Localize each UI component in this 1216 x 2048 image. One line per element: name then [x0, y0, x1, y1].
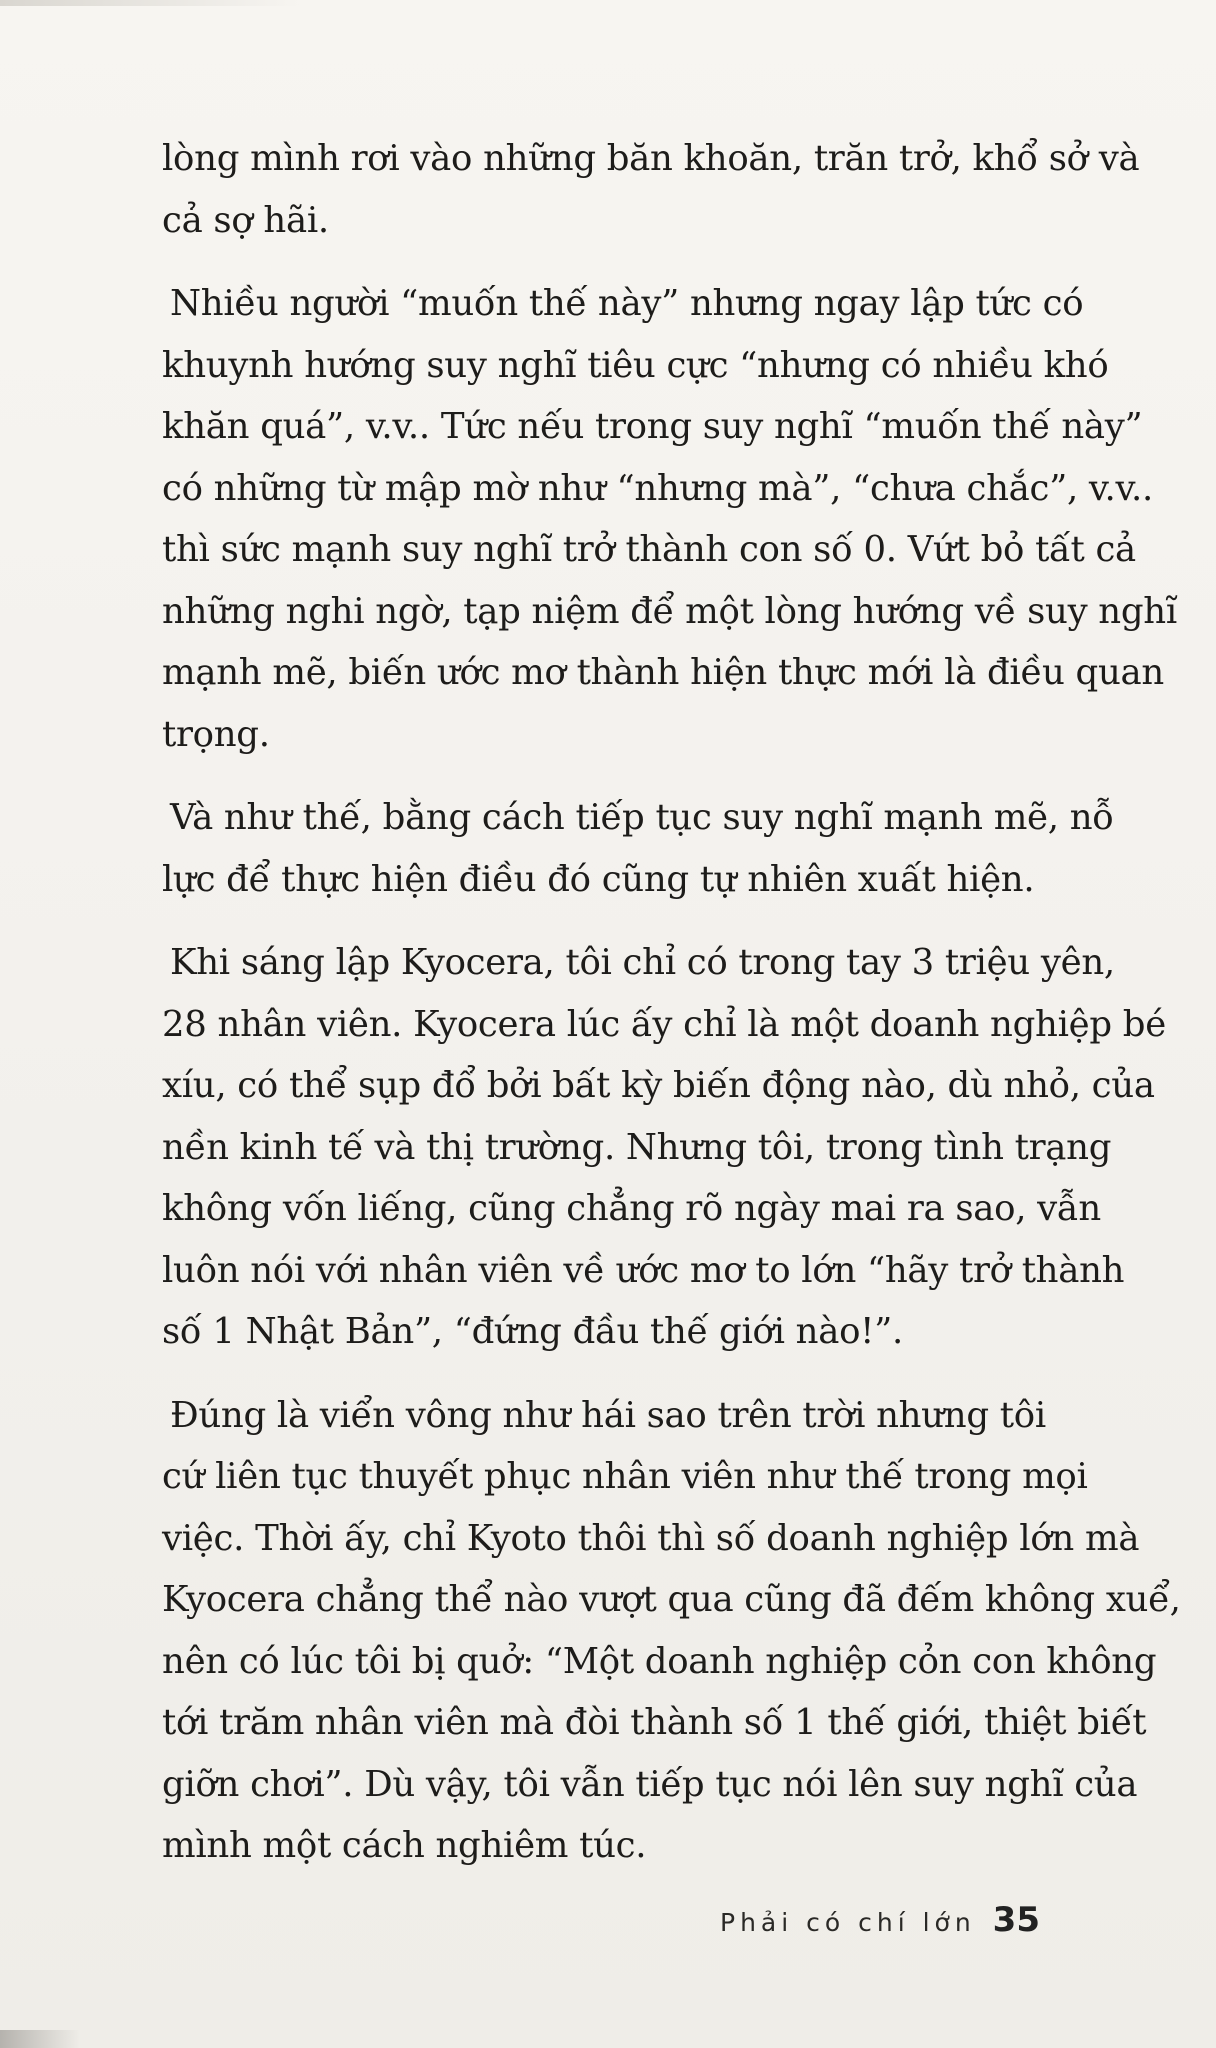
text-line: lực để thực hiện điều đó cũng tự nhiên xuất hiện.: [162, 858, 1035, 900]
running-head: Phải có chí lớn: [720, 1908, 976, 1937]
paragraph: [162, 932, 1166, 1363]
text-line: những nghi ngờ, tạp niệm để một lòng hướng về suy nghĩ: [162, 590, 1177, 632]
text-line: nên có lúc tôi bị quở: “Một doanh nghiệp cỏn con không: [162, 1640, 1157, 1682]
paragraph: [162, 128, 1140, 251]
text-line: trọng.: [162, 713, 270, 755]
text-line: thì sức mạnh suy nghĩ trở thành con số 0. Vứt bỏ tất cả: [162, 529, 1136, 570]
text-line: việc. Thời ấy, chỉ Kyoto thôi thì số doanh nghiệp lớn mà: [162, 1517, 1140, 1559]
text-line: Và như thế, bằng cách tiếp tục suy nghĩ mạnh mẽ, nỗ: [170, 797, 1114, 838]
paragraph: [162, 273, 1177, 765]
text-line: cả sợ hãi.: [162, 199, 329, 241]
text-line: lòng mình rơi vào những băn khoăn, trăn trở, khổ sở và: [162, 138, 1140, 179]
paragraph: [162, 1385, 1181, 1877]
text-line: không vốn liếng, cũng chẳng rõ ngày mai ra sao, vẫn: [162, 1188, 1101, 1229]
text-line: khuynh hướng suy nghĩ tiêu cực “nhưng có nhiều khó: [162, 344, 1109, 386]
page-number: 35: [992, 1900, 1040, 1940]
body-text: [162, 128, 1181, 1899]
text-line: mình một cách nghiêm túc.: [162, 1825, 647, 1866]
page-footer: [720, 1900, 1060, 1950]
text-line: Đúng là viển vông như hái sao trên trời nhưng tôi: [170, 1394, 1046, 1436]
text-line: có những từ mập mờ như “nhưng mà”, “chưa chắc”, v.v..: [162, 467, 1153, 509]
text-line: mạnh mẽ, biến ước mơ thành hiện thực mới là điều quan: [162, 652, 1164, 693]
text-line: Nhiều người “muốn thế này” nhưng ngay lập tức có: [170, 283, 1084, 324]
page-top-edge: [0, 0, 300, 6]
text-line: nền kinh tế và thị trường. Nhưng tôi, trong tình trạng: [162, 1126, 1112, 1168]
page-bottom-edge: [0, 2030, 80, 2048]
text-line: xíu, có thể sụp đổ bởi bất kỳ biến động nào, dù nhỏ, của: [162, 1065, 1155, 1106]
text-line: luôn nói với nhân viên về ước mơ to lớn “hãy trở thành: [162, 1249, 1125, 1291]
text-line: khăn quá”, v.v.. Tức nếu trong suy nghĩ “muốn thế này”: [162, 406, 1143, 447]
text-line: cứ liên tục thuyết phục nhân viên như thế trong mọi: [162, 1456, 1088, 1497]
text-line: giỡn chơi”. Dù vậy, tôi vẫn tiếp tục nói lên suy nghĩ của: [162, 1763, 1138, 1805]
paragraph: [162, 787, 1114, 910]
text-line: tới trăm nhân viên mà đòi thành số 1 thế giới, thiệt biết: [162, 1702, 1147, 1743]
text-line: Khi sáng lập Kyocera, tôi chỉ có trong tay 3 triệu yên,: [170, 942, 1115, 983]
text-line: 28 nhân viên. Kyocera lúc ấy chỉ là một doanh nghiệp bé: [162, 1003, 1166, 1045]
text-line: Kyocera chẳng thể nào vượt qua cũng đã đếm không xuể,: [162, 1579, 1181, 1620]
text-line: số 1 Nhật Bản”, “đứng đầu thế giới nào!”.: [162, 1311, 903, 1352]
